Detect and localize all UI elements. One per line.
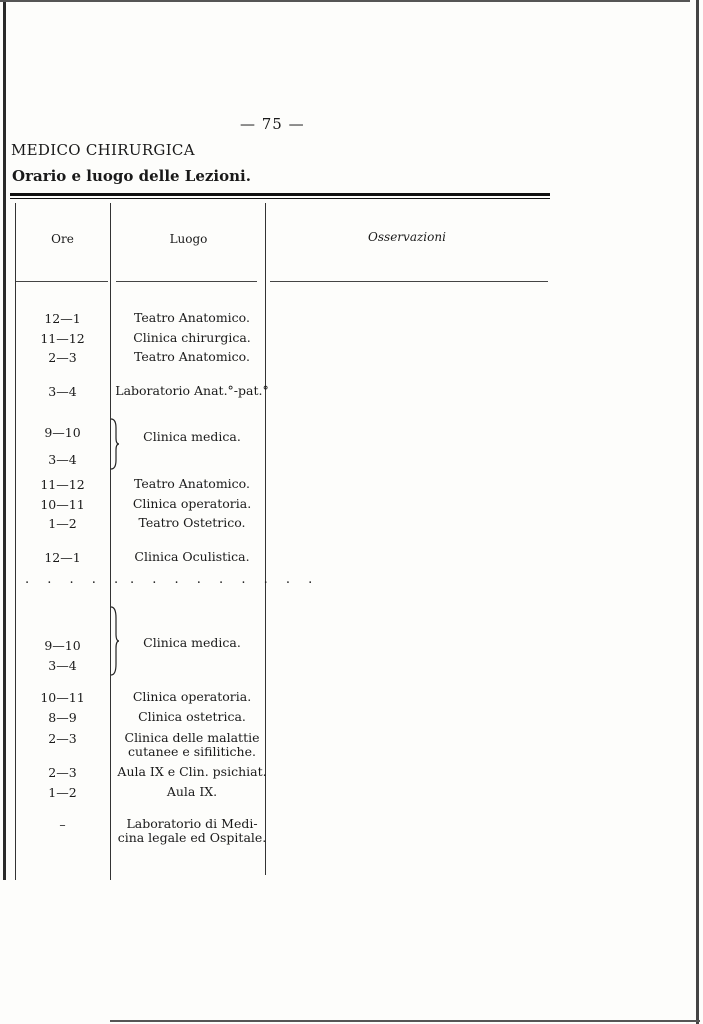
page-edge-top xyxy=(0,0,690,2)
page-edge-left xyxy=(3,0,6,880)
row-place: Clinica ostetrica. xyxy=(138,709,246,724)
row-place: Teatro Anatomico. xyxy=(134,310,250,325)
row-time: – xyxy=(59,817,66,832)
table-row xyxy=(15,635,270,656)
table-row xyxy=(15,785,270,803)
table-row xyxy=(15,817,270,847)
row-place: Teatro Anatomico. xyxy=(134,349,250,364)
ellipsis-ore: . . . . . xyxy=(25,572,126,587)
row-time: 3—4 xyxy=(48,452,77,467)
table-row xyxy=(15,765,270,783)
row-time: 12—1 xyxy=(44,311,81,326)
row-time: 12—1 xyxy=(44,550,81,565)
page-number: — 75 — xyxy=(240,115,305,133)
row-place: Clinica delle malattie cutanee e sifilitiche. xyxy=(124,730,260,759)
table-row xyxy=(15,550,270,568)
table-row xyxy=(15,658,270,676)
row-place: Clinica medica. xyxy=(143,429,241,444)
section-title: MEDICO CHIRURGICA xyxy=(11,141,195,159)
table-row xyxy=(15,710,270,728)
row-place: Clinica chirurgica. xyxy=(133,330,251,345)
table-row xyxy=(15,425,270,443)
row-place: Teatro Anatomico. xyxy=(134,476,250,491)
header-rule-thin xyxy=(10,198,550,199)
row-place: Teatro Ostetrico. xyxy=(138,515,246,530)
header-underline-ore xyxy=(16,281,108,282)
column-header-luogo: Luogo xyxy=(169,232,208,246)
table-row xyxy=(15,331,270,349)
brace-icon xyxy=(110,418,120,470)
row-time: 11—12 xyxy=(40,331,85,346)
row-time: 1—2 xyxy=(48,516,77,531)
row-time: 10—11 xyxy=(40,497,85,512)
ellipsis-luogo: . . . . . . . . . xyxy=(130,572,320,587)
row-place: Aula IX. xyxy=(166,784,218,799)
row-time: 8—9 xyxy=(48,710,77,725)
header-underline-luogo xyxy=(116,281,257,282)
row-time: 1—2 xyxy=(48,785,77,800)
row-place: Aula IX e Clin. psichiat. xyxy=(117,764,267,779)
row-time: 10—11 xyxy=(40,690,85,705)
row-place: Laboratorio di Medi- cina legale ed Ospitale. xyxy=(117,816,267,845)
header-rule-thick xyxy=(10,193,550,196)
table-row xyxy=(15,497,270,515)
row-time: 11—12 xyxy=(40,477,85,492)
row-time: 9—10 xyxy=(44,425,81,440)
row-time: 3—4 xyxy=(48,658,77,673)
row-time: 3—4 xyxy=(48,384,77,399)
table-row xyxy=(15,384,270,402)
row-time: 9—10 xyxy=(44,638,81,653)
row-place: Clinica operatoria. xyxy=(132,496,252,511)
table-row xyxy=(15,690,270,708)
page-edge-right xyxy=(696,0,699,1024)
table-row xyxy=(15,350,270,368)
row-place: Laboratorio Anat.°-pat.° xyxy=(115,383,269,398)
row-place: Clinica Oculistica. xyxy=(134,549,250,564)
row-time: 2—3 xyxy=(48,731,77,746)
table-row xyxy=(15,452,270,470)
table-row xyxy=(15,477,270,495)
page-subtitle: Orario e luogo delle Lezioni. xyxy=(12,167,251,185)
brace-icon xyxy=(110,606,120,676)
row-place: Clinica operatoria. xyxy=(132,689,252,704)
column-header-ore: Ore xyxy=(51,232,74,246)
row-time: 2—3 xyxy=(48,350,77,365)
table-row xyxy=(15,311,270,329)
column-header-osservazioni: Osservazioni xyxy=(368,230,446,244)
header-underline-osservazioni xyxy=(270,281,548,282)
page-edge-bottom xyxy=(110,1020,700,1022)
table-row xyxy=(15,516,270,534)
table-row xyxy=(15,731,270,761)
row-place: Clinica medica. xyxy=(143,635,241,650)
row-time: 2—3 xyxy=(48,765,77,780)
